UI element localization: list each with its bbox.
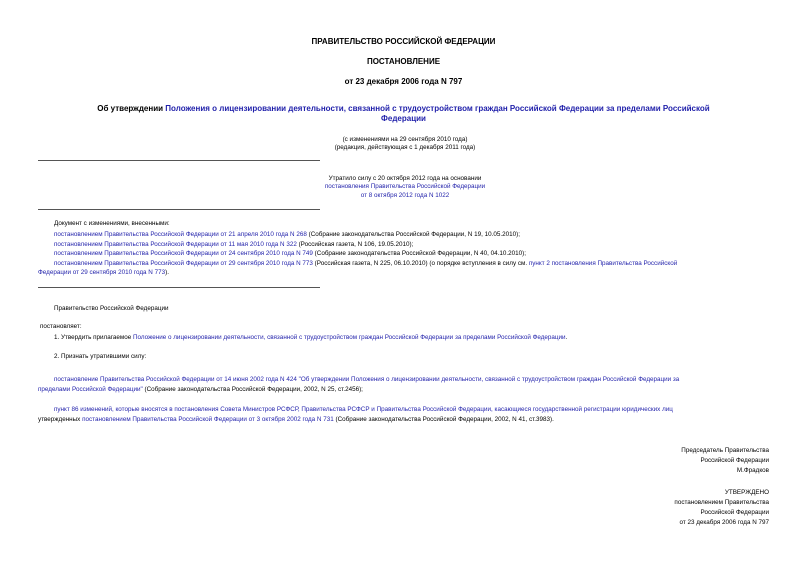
change-link[interactable]: постановлением Правительства Российской Федерации от 11 мая 2010 года N 322 [54, 240, 297, 248]
divider-rule [38, 160, 320, 161]
paragraph-1-tail: . [565, 334, 568, 341]
repealed-item-link[interactable]: пункт 86 изменений, которые вносятся в постановления Совета Министров РСФСР, Правительства РСФСР и Правительства Российской Федерации, касающиеся государственной регистрации юридических лиц [54, 406, 673, 413]
paragraph-1-text: 1. Утвердить прилагаемое [54, 334, 133, 341]
change-source: (Российская газета, N 106, 19.05.2010); [296, 240, 414, 248]
change-item [54, 240, 794, 250]
entry-into-force-link[interactable]: пункт 2 постановления Правительства Российской [528, 259, 678, 267]
repealed-resolution-link[interactable]: постановление Правительства Российской Федерации от 14 июня 2002 года N 424 "Об утверждении Положения о лицензировании деятельности, связанной с трудоустройством граждан Российской Федерации за [54, 376, 680, 383]
paragraph-1 [54, 333, 567, 343]
change-link[interactable]: постановлением Правительства Российской Федерации от 24 сентября 2010 года N 749 [54, 250, 313, 257]
title-prefix: Об утверждении [97, 104, 164, 113]
change-item-cont [38, 268, 169, 278]
regulation-link[interactable]: Положение о лицензировании деятельности, связанной с трудоустройством граждан Российской Федерации за пределами Российской Федерации [132, 334, 566, 341]
signatory-position: Председатель Правительства [681, 447, 769, 454]
approved-date-line: от 23 декабря 2006 года N 797 [679, 519, 769, 526]
title-regulation-link[interactable]: Положения о лицензировании деятельности, связанной с трудоустройством граждан Российской Федерации за пределами Российской [165, 104, 710, 113]
change-link[interactable]: постановлением Правительства Российской Федерации от 21 апреля 2010 года N 268 [54, 231, 307, 238]
paragraph-4-tail: (Собрание законодательства Российской Федерации, 2002, N 41, ст.3983). [333, 416, 554, 423]
signatory-country: Российской Федерации [700, 457, 769, 464]
document-title [0, 104, 807, 124]
edition-note [320, 136, 490, 153]
change-item [54, 230, 794, 240]
change-source: (Российская газета, N 225, 06.10.2010) (о порядке вступления в силу см. [312, 259, 529, 267]
edition-effective-line: (редакция, действующая с 1 декабря 2011 года) [334, 144, 476, 152]
approving-resolution-link[interactable]: постановлением Правительства Российской Федерации от 3 октября 2002 года N 731 [82, 416, 334, 423]
approved-block [674, 488, 769, 528]
change-item [54, 259, 794, 269]
paragraph-4-text: утвержденных [38, 416, 83, 423]
paragraph-3-tail: (Собрание законодательства Российской Федерации, 2002, N 25, ст.2456); [142, 386, 363, 393]
expired-note [270, 175, 540, 200]
decides-text: постановляет: [40, 323, 82, 330]
paragraph-2: 2. Признать утратившими силу: [54, 353, 147, 360]
change-source: (Собрание законодательства Российской Федерации, N 19, 10.05.2010); [306, 231, 520, 238]
paragraph-4 [54, 405, 673, 415]
document-date-heading: от 23 декабря 2006 года N 797 [344, 77, 463, 86]
repealed-resolution-link-cont[interactable]: пределами Российской Федерации" [38, 386, 143, 393]
change-source: (Собрание законодательства Российской Федерации, N 40, 04.10.2010); [312, 250, 527, 257]
paragraph-3 [54, 375, 679, 385]
approved-heading: УТВЕРЖДЕНО [724, 489, 769, 496]
changes-intro: Документ с изменениями, внесенными: [54, 220, 170, 227]
expired-line: Утратило силу с 20 октября 2012 года на основании [328, 175, 482, 182]
divider-rule [38, 287, 320, 288]
government-heading: ПРАВИТЕЛЬСТВО РОССИЙСКОЙ ФЕДЕРАЦИИ [311, 37, 496, 46]
document-type-heading: ПОСТАНОВЛЕНИЕ [366, 57, 441, 66]
expired-resolution-link[interactable]: постановления Правительства Российской Федерации [324, 183, 486, 191]
change-link[interactable]: постановлением Правительства Российской Федерации от 29 сентября 2010 года N 773 [54, 259, 313, 267]
title-regulation-link-cont[interactable]: Федерации [381, 114, 426, 123]
divider-rule [38, 209, 320, 210]
expired-resolution-date-link[interactable]: от 8 октября 2012 года N 1022 [360, 191, 450, 199]
issuing-authority: Правительство Российской Федерации [54, 305, 169, 312]
edition-changes-line: (с изменениями на 29 сентября 2010 года) [342, 136, 468, 143]
change-tail: ). [165, 269, 169, 276]
paragraph-4-cont [38, 415, 554, 425]
paragraph-3-cont [38, 385, 363, 395]
change-item [54, 249, 794, 259]
entry-into-force-link-cont[interactable]: Федерации от 29 сентября 2010 года N 773 [38, 269, 166, 276]
signatory-name: М.Фрадков [736, 467, 769, 474]
changes-list [54, 230, 794, 268]
approved-by-line: постановлением Правительства [674, 499, 769, 506]
signature-block [681, 446, 769, 476]
approved-country-line: Российской Федерации [700, 509, 769, 516]
